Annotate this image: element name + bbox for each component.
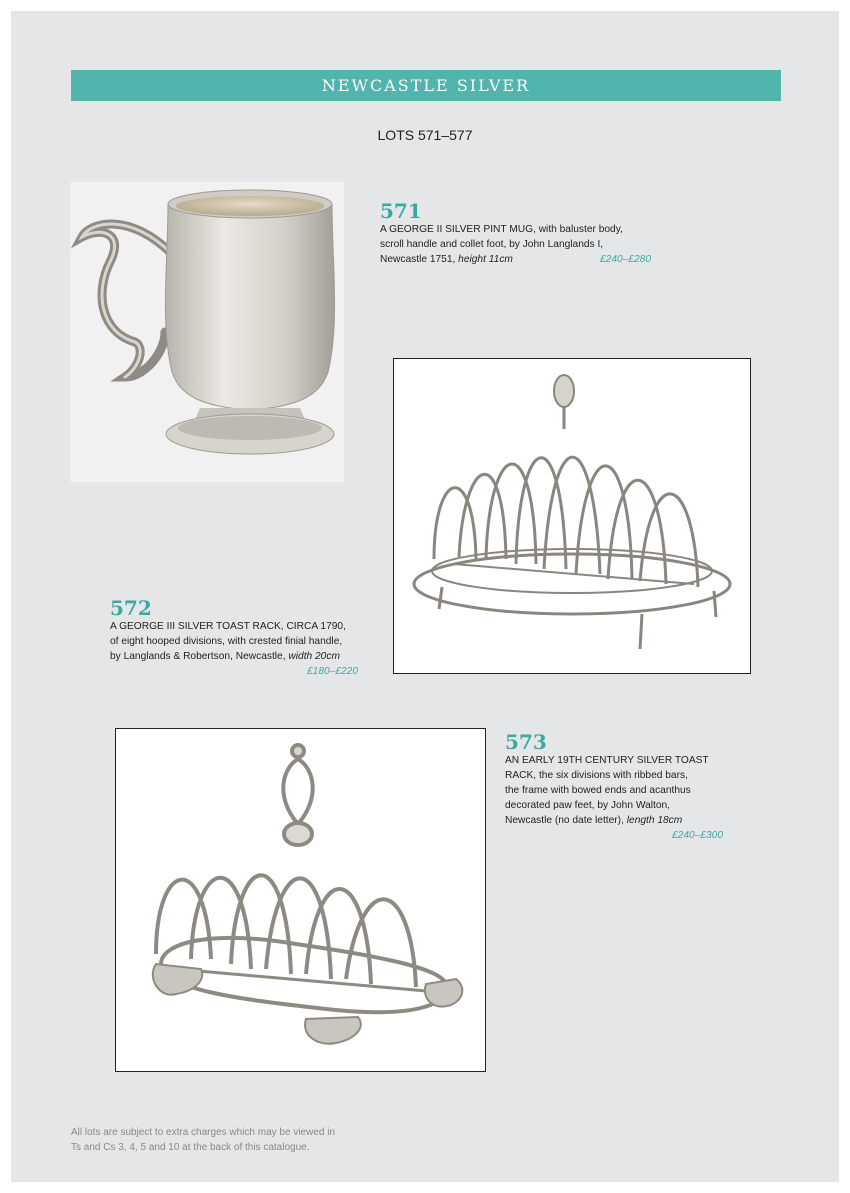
hooped-toast-rack-illustration: [394, 359, 750, 673]
lot-description-line: of eight hooped divisions, with crested finial handle,: [110, 636, 343, 647]
lot-description-line: scroll handle and collet foot, by John Langlands I,: [380, 239, 604, 250]
lot-description-line: by Langlands & Robertson, Newcastle,: [110, 651, 286, 662]
lot-dimension: width 20cm: [288, 651, 340, 662]
lot-dimension: height 11cm: [458, 254, 513, 265]
lot-estimate: £240–£280: [600, 254, 651, 265]
lot-dimension: length 18cm: [626, 815, 683, 826]
lot-571: [380, 200, 665, 267]
lot-description-line: the frame with bowed ends and acanthus: [505, 785, 691, 796]
lot-description-line: Newcastle (no date letter),: [505, 815, 624, 826]
lot-number: 573: [505, 730, 547, 754]
lot-number: 572: [110, 596, 152, 620]
section-banner: [71, 70, 781, 101]
lot-description-line: Newcastle 1751,: [380, 254, 456, 265]
paw-feet-toast-rack-photo: [115, 728, 486, 1072]
footnote-line: All lots are subject to extra charges which may be viewed in: [71, 1127, 336, 1138]
silver-pint-mug-illustration: [70, 182, 344, 482]
terms-footnote: [71, 1125, 371, 1155]
silver-pint-mug-photo: [70, 182, 344, 482]
lot-estimate: £240–£300: [672, 830, 723, 841]
lot-number: 571: [380, 199, 422, 223]
lot-description-line: A GEORGE III SILVER TOAST RACK, CIRCA 1790,: [110, 621, 346, 632]
section-title: NEWCASTLE SILVER: [321, 76, 531, 95]
hooped-toast-rack-photo: [393, 358, 751, 674]
lot-description-line: A GEORGE II SILVER PINT MUG, with baluster body,: [380, 224, 623, 235]
lot-description-line: decorated paw feet, by John Walton,: [505, 800, 670, 811]
lot-description-line: AN EARLY 19TH CENTURY SILVER TOAST: [505, 755, 709, 766]
paw-feet-toast-rack-illustration: [116, 729, 485, 1071]
footnote-line: Ts and Cs 3, 4, 5 and 10 at the back of this catalogue.: [71, 1142, 310, 1153]
lot-572: [110, 597, 358, 679]
lot-573: [505, 731, 723, 843]
lot-description-line: RACK, the six divisions with ribbed bars,: [505, 770, 688, 781]
lots-range-heading: LOTS 571–577: [377, 127, 473, 143]
lot-estimate: £180–£220: [307, 666, 358, 677]
